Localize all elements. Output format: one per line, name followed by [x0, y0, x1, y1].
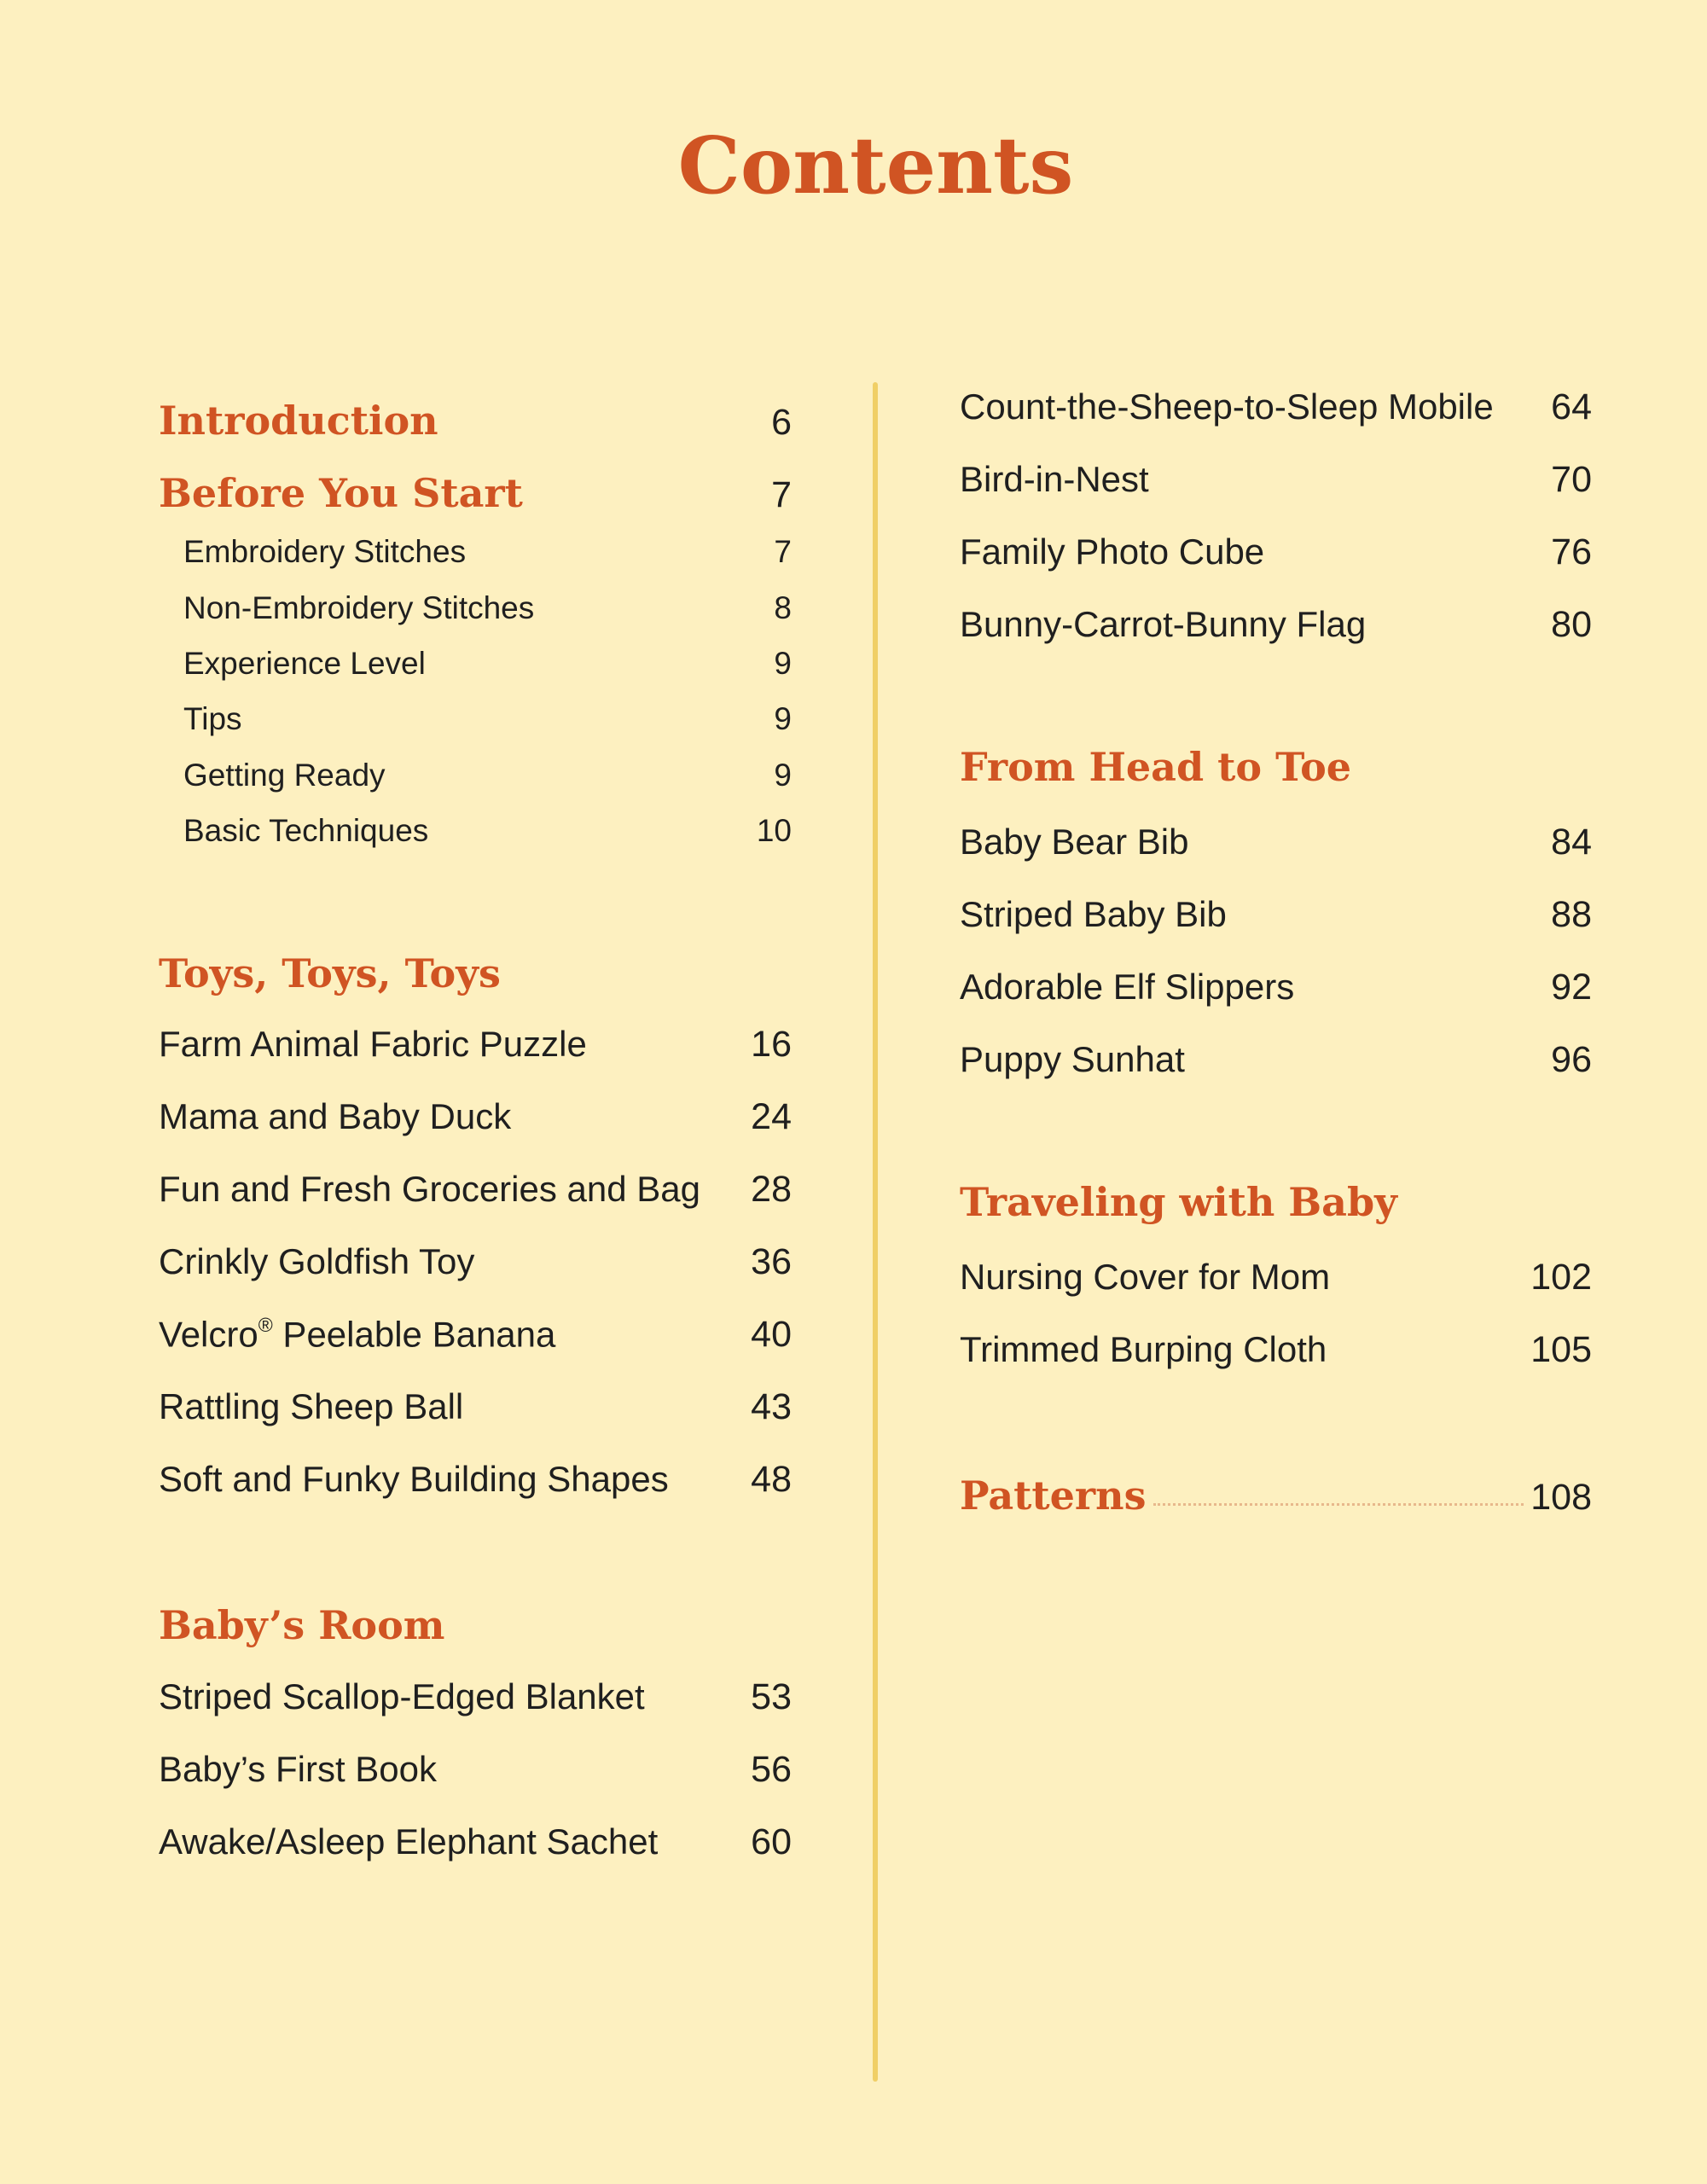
- toc-page-number: 7: [774, 534, 792, 569]
- toc-entry[interactable]: [159, 1821, 792, 1863]
- toc-entry[interactable]: [960, 1257, 1592, 1298]
- toc-entry-label: Baby’s First Book: [159, 1749, 438, 1789]
- section-heading-head-to-toe: From Head to Toe: [960, 744, 1352, 790]
- toc-subentry[interactable]: [183, 701, 792, 737]
- toc-entry[interactable]: [960, 894, 1592, 936]
- toc-entry[interactable]: [159, 1749, 792, 1791]
- toc-page-number: 16: [751, 1024, 792, 1065]
- toc-page-number: 48: [751, 1459, 792, 1500]
- toc-entry[interactable]: [159, 1314, 792, 1356]
- toc-page-number: 40: [751, 1314, 792, 1356]
- toc-page-number: 8: [774, 590, 792, 625]
- toc-entry-label: Bunny-Carrot-Bunny Flag: [960, 604, 1367, 644]
- toc-page-number: 6: [771, 402, 792, 443]
- toc-entry-label: Nursing Cover for Mom: [960, 1257, 1331, 1297]
- toc-section-heading: [960, 744, 1592, 790]
- toc-entry-label: Tips: [183, 701, 242, 736]
- column-divider: [873, 382, 878, 2082]
- toc-subentry[interactable]: [183, 758, 792, 793]
- toc-entry[interactable]: [960, 459, 1592, 501]
- toc-page-number: 28: [751, 1169, 792, 1210]
- toc-entry[interactable]: [960, 386, 1592, 428]
- toc-page-number: 9: [774, 701, 792, 736]
- toc-page-number: 88: [1551, 894, 1592, 935]
- toc-entry-label: Experience Level: [183, 646, 426, 681]
- toc-entry[interactable]: [159, 1459, 792, 1501]
- toc-entry[interactable]: [159, 1386, 792, 1428]
- toc-entry-label: Puppy Sunhat: [960, 1039, 1185, 1079]
- toc-entry-label: Getting Ready: [183, 758, 386, 793]
- toc-section-heading: [159, 950, 792, 996]
- toc-entry-label: Non-Embroidery Stitches: [183, 590, 535, 625]
- toc-page-number: 108: [1530, 1477, 1592, 1518]
- toc-entry-label: Striped Scallop-Edged Blanket: [159, 1676, 645, 1716]
- toc-section-heading: [159, 1602, 792, 1648]
- toc-page-number: 92: [1551, 967, 1592, 1008]
- toc-entry-before-you-start[interactable]: [159, 470, 792, 516]
- toc-entry-label: [159, 1314, 555, 1355]
- toc-page-number: 24: [751, 1096, 792, 1137]
- toc-entry[interactable]: [159, 1169, 792, 1211]
- toc-page-number: 84: [1551, 822, 1592, 863]
- toc-entry-label: Family Photo Cube: [960, 531, 1265, 572]
- toc-subentry[interactable]: [183, 813, 792, 849]
- toc-entry-label: Striped Baby Bib: [960, 894, 1227, 934]
- toc-entry-label: Adorable Elf Slippers: [960, 967, 1295, 1007]
- toc-page-number: 9: [774, 646, 792, 681]
- toc-section-title: Introduction: [159, 398, 438, 444]
- toc-page-number: 36: [751, 1241, 792, 1282]
- toc-page-number: 64: [1551, 386, 1592, 427]
- toc-entry-label: Baby Bear Bib: [960, 822, 1189, 862]
- toc-entry[interactable]: [960, 1329, 1592, 1371]
- toc-entry-label: Count-the-Sheep-to-Sleep Mobile: [960, 386, 1494, 427]
- toc-page-number: 9: [774, 758, 792, 793]
- toc-entry-label: Soft and Funky Building Shapes: [159, 1459, 669, 1499]
- toc-entry[interactable]: [960, 1039, 1592, 1081]
- section-heading-toys: Toys, Toys, Toys: [159, 950, 501, 996]
- registered-mark: ®: [258, 1314, 273, 1336]
- toc-section-title: Before You Start: [159, 470, 523, 516]
- toc-entry-label: Awake/Asleep Elephant Sachet: [159, 1821, 659, 1862]
- toc-page-number: 96: [1551, 1039, 1592, 1080]
- toc-page-number: 60: [751, 1821, 792, 1862]
- toc-entry-label: Rattling Sheep Ball: [159, 1386, 464, 1426]
- toc-entry[interactable]: [159, 1241, 792, 1283]
- toc-page-number: 43: [751, 1386, 792, 1427]
- section-heading-traveling: Traveling with Baby: [960, 1179, 1397, 1225]
- toc-subentry[interactable]: [183, 534, 792, 570]
- toc-section-title: Patterns: [960, 1472, 1147, 1519]
- page-title: Contents: [677, 119, 1074, 212]
- toc-entry-label: Embroidery Stitches: [183, 534, 467, 569]
- velcro-text: Velcro: [159, 1314, 258, 1355]
- toc-entry-label: Bird-in-Nest: [960, 459, 1149, 499]
- toc-entry-label: Trimmed Burping Cloth: [960, 1329, 1327, 1369]
- toc-entry[interactable]: [960, 531, 1592, 573]
- toc-entry-patterns[interactable]: [960, 1472, 1592, 1519]
- toc-entry-label: Basic Techniques: [183, 813, 429, 848]
- toc-section-heading: [960, 1179, 1592, 1225]
- toc-subentry[interactable]: [183, 590, 792, 626]
- toc-page-number: 105: [1530, 1329, 1592, 1370]
- toc-page-number: 10: [756, 813, 792, 848]
- toc-page-number: 53: [751, 1676, 792, 1717]
- toc-entry[interactable]: [159, 1096, 792, 1138]
- toc-entry[interactable]: [159, 1024, 792, 1066]
- toc-entry[interactable]: [960, 822, 1592, 863]
- toc-entry[interactable]: [960, 604, 1592, 646]
- toc-page-number: 76: [1551, 531, 1592, 572]
- toc-entry-label: Farm Animal Fabric Puzzle: [159, 1024, 587, 1064]
- toc-entry-label: Fun and Fresh Groceries and Bag: [159, 1169, 701, 1209]
- toc-page-number: 102: [1530, 1257, 1592, 1298]
- toc-page-number: 80: [1551, 604, 1592, 645]
- dotted-leader: [1153, 1503, 1524, 1506]
- toc-entry-introduction[interactable]: [159, 398, 792, 444]
- toc-page-number: 70: [1551, 459, 1592, 500]
- toc-subentry[interactable]: [183, 646, 792, 682]
- section-heading-babys-room: Baby’s Room: [159, 1602, 445, 1648]
- toc-page-number: 56: [751, 1749, 792, 1790]
- toc-entry-label: Mama and Baby Duck: [159, 1096, 512, 1136]
- toc-entry-label: Crinkly Goldfish Toy: [159, 1241, 475, 1281]
- velcro-rest-text: Peelable Banana: [272, 1314, 556, 1355]
- toc-page-number: 7: [771, 474, 792, 515]
- toc-entry[interactable]: [960, 967, 1592, 1008]
- toc-entry[interactable]: [159, 1676, 792, 1718]
